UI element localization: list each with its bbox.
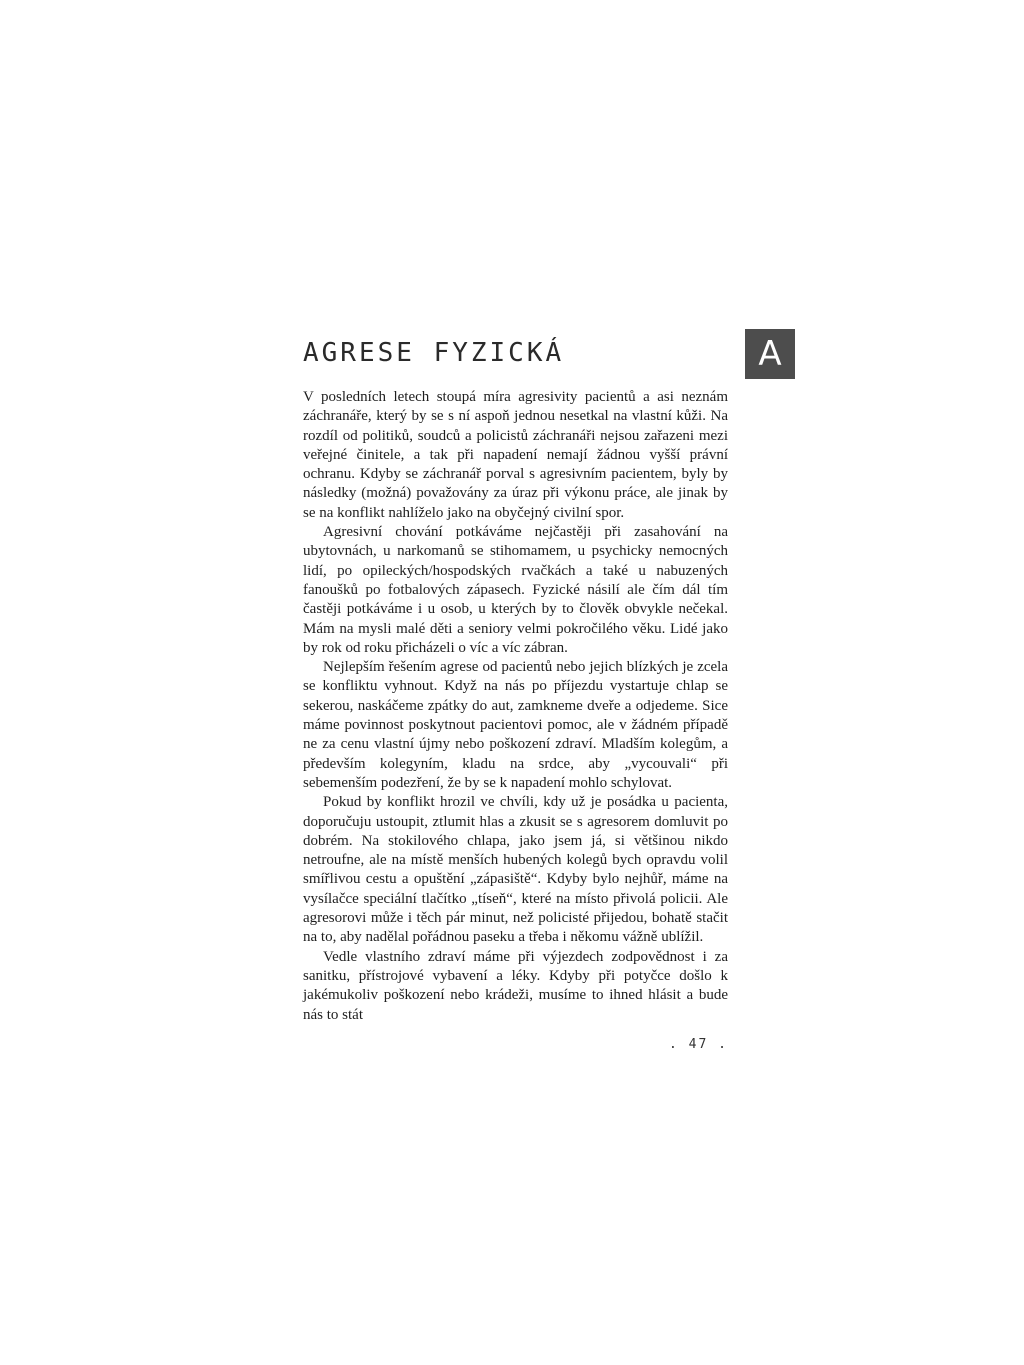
paragraph: Nejlepším řešením agrese od pacientů nebo jejich blízkých je zcela se konfliktu vyhnout. Když na nás po příjezdu vystartuje chlap se sekerou, naskáčeme zpátky do aut, zamkneme dveře a odjedeme. Sice máme povinnost poskytnout pacientovi pomoc, ale v žádném případě ne za cenu vlastní újmy nebo poškození zdraví. Mladším kolegům, a především kolegyním, kladu na srdce, aby „vycouvali“ při sebemenším podezření, že by se k napadení mohlo schylovat. xyxy=(303,659,728,791)
paragraph: Vedle vlastního zdraví máme při výjezdech zodpovědnost i za sanitku, přístrojové vybavení a léky. Kdyby při potyčce došlo k jakémukoliv poškození nebo krádeži, musíme to ihned hlásit a bude nás to stát xyxy=(303,948,728,1023)
body-text xyxy=(303,388,728,1025)
paragraph: Pokud by konflikt hrozil ve chvíli, kdy už je posádka u pacienta, doporučuju ustoupit, ztlumit hlas a zkusit se s agresorem domluvit po dobrém. Na stokilového chlapa, jako jsem já, si většinou nikdo netroufne, ale na místě menších hubených kolegů bych opravdu volil smířlivou cestu a opuštění „zápasiště“. Kdyby bylo nejhůř, máme na vysílačce speciální tlačítko „tíseň“, které na místo přivolá policii. Ale agresorovi může i těch pár minut, než policisté přijedou, bohatě stačit na to, aby nadělal pořádnou paseku a třeba i někomu vážně ublížil. xyxy=(303,794,728,946)
paragraph: Agresivní chování potkáváme nejčastěji při zasahování na ubytovnách, u narkomanů se stihomamem, u psychicky nemocných lidí, po opileckých/hospodských rvačkách a také u nabuzených fanoušků po fotbalových zápasech. Fyzické násilí ale čím dál tím častěji potkáváme i u osob, u kterých by to člověk obvykle nečekal. Mám na mysli malé děti a seniory velmi pokročilého věku. Lidé jako by rok od roku přicházeli o víc a víc zábran. xyxy=(303,524,728,656)
chapter-tab-marker: A xyxy=(745,329,795,379)
chapter-title: AGRESE FYZICKÁ xyxy=(303,338,565,368)
page-number: . 47 . xyxy=(669,1037,728,1052)
paragraph: V posledních letech stoupá míra agresivity pacientů a asi neznám záchranáře, který by se s ní aspoň jednou nesetkal na vlastní kůži. Na rozdíl od politiků, soudců a policistů záchranáři nejsou zařazeni mezi veřejné činitele, a tak při napadení nemají žádnou vyšší právní ochranu. Kdyby se záchranář porval s agresivním pacientem, byly by následky (možná) považovány za úraz při výkonu práce, ale jinak by se na konflikt nahlíželo jako na obyčejný civilní spor. xyxy=(303,389,728,521)
